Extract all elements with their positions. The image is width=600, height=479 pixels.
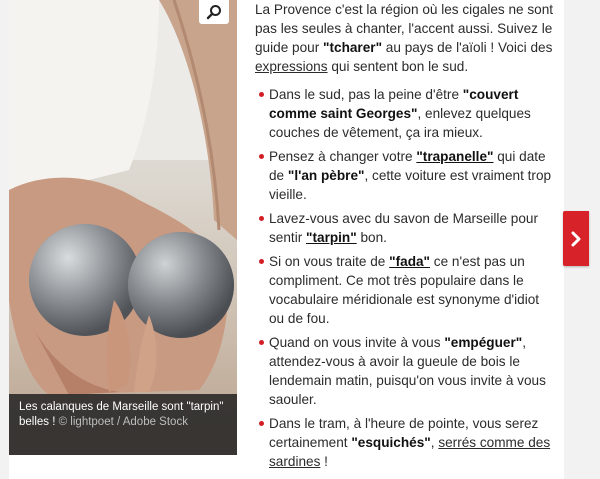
item-text: , (430, 435, 439, 450)
bullet-icon (259, 340, 264, 345)
item-text: Pensez à changer votre (269, 149, 417, 164)
item-text: , attendez-vous à avoir la gueule de bois le lendemain matin, puisqu'on vous invite à vous saouler. (269, 335, 546, 407)
intro-text-2: au pays de l'aïoli ! Voici des (382, 40, 553, 55)
trapanelle-link[interactable]: "trapanelle" (416, 149, 494, 164)
bullet-icon (259, 421, 264, 426)
item-bold: "couvert comme saint Georges" (269, 87, 519, 121)
expression-list (255, 85, 555, 471)
article-text (255, 0, 555, 476)
list-item (255, 414, 555, 471)
caption-text: Les calanques de Marseille sont "tarpin" belles ! (19, 401, 224, 428)
item-text: Lavez-vous avec du savon de Marseille pour sentir (269, 211, 539, 245)
list-item (255, 147, 555, 204)
bullet-icon (259, 259, 264, 264)
item-text: qui date de (269, 149, 546, 183)
item-bold: "empéguer" (444, 335, 523, 350)
tarpin-link[interactable]: "tarpin" (306, 230, 357, 245)
petanque-hands-illustration (9, 0, 237, 455)
list-item (255, 209, 555, 247)
item-text: ! (320, 454, 328, 469)
intro-text-3: qui sentent bon le sud. (327, 59, 469, 74)
magnifier-icon (206, 4, 222, 20)
item-bold: "l'an pèbre" (287, 168, 365, 183)
chevron-right-icon (570, 231, 582, 247)
item-text: Dans le sud, pas la peine d'être (269, 87, 463, 102)
photo-caption (9, 394, 237, 455)
list-item (255, 252, 555, 328)
fada-link[interactable]: "fada" (389, 254, 430, 269)
intro-paragraph (255, 0, 555, 76)
expressions-link[interactable]: expressions (255, 59, 328, 74)
intro-bold: "tcharer" (323, 40, 383, 55)
sardines-link[interactable]: serrés comme des sardines (269, 435, 551, 469)
item-text: , cette voiture est vraiment trop vieille. (269, 168, 552, 202)
list-item (255, 85, 555, 142)
item-text: Dans le tram, à l'heure de pointe, vous serez certainement (269, 416, 539, 450)
caption-credit: © lightpoet / Adobe Stock (58, 416, 188, 428)
intro-text: La Provence c'est la région où les cigales ne sont pas les seules à chanter, l'accent aussi. Suivez le guide pour (255, 2, 554, 55)
zoom-button[interactable] (199, 0, 229, 24)
next-slide-button[interactable] (563, 211, 589, 266)
article-photo[interactable] (9, 0, 237, 455)
item-text: , enlevez quelques couches de vêtement, ça ira mieux. (269, 106, 531, 140)
bullet-icon (259, 92, 264, 97)
item-bold: "esquichés" (351, 435, 431, 450)
list-item (255, 333, 555, 409)
item-text: bon. (356, 230, 387, 245)
bullet-icon (259, 154, 264, 159)
bullet-icon (259, 216, 264, 221)
item-text: Si on vous traite de (269, 254, 390, 269)
item-text: Quand on vous invite à vous (269, 335, 445, 350)
item-text: ce n'est pas un compliment. Ce mot très populaire dans le vocabulaire méridionale est synonyme d'idiot ou de fou. (269, 254, 540, 326)
